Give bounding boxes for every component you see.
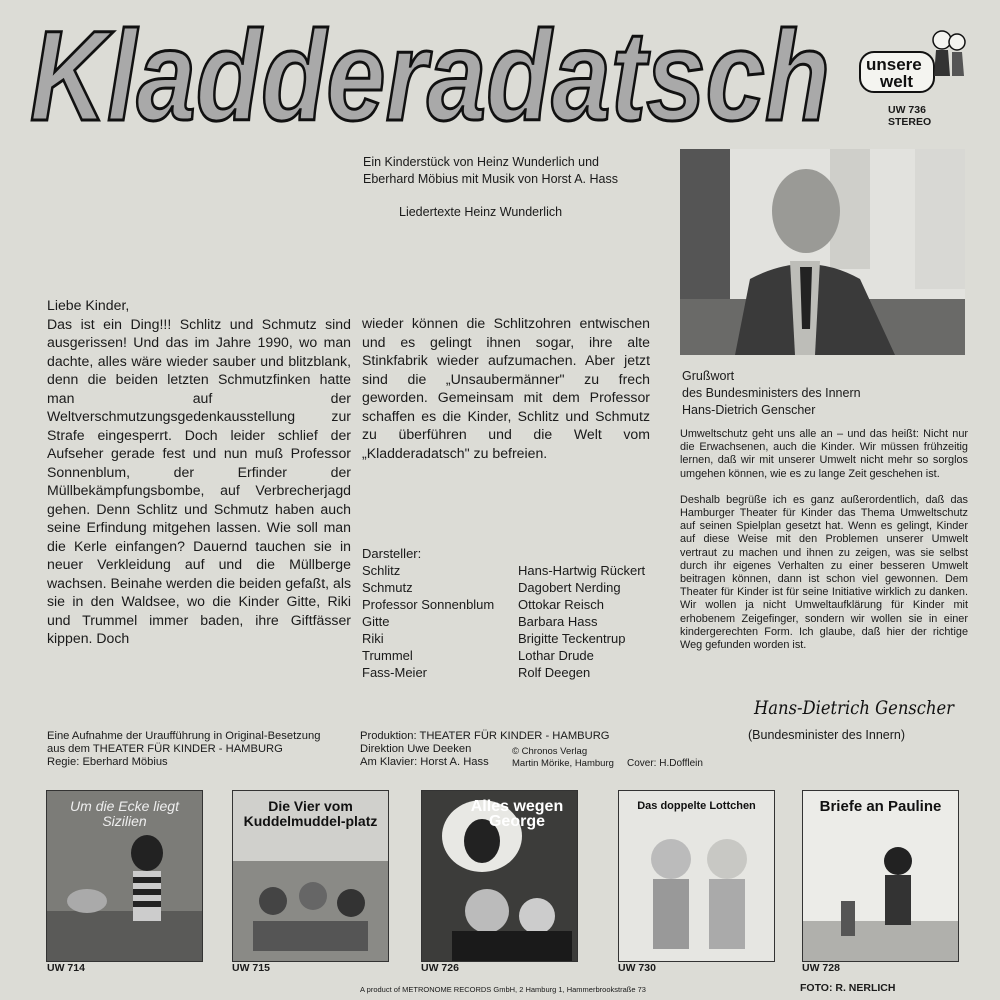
album-code: UW 728: [802, 962, 840, 974]
album-cover: [618, 790, 775, 962]
album-cover: [802, 790, 959, 962]
album-title-text: Kladderadatsch: [30, 5, 830, 148]
cast-actor: Rolf Deegen: [518, 665, 591, 680]
svg-text:unsere: unsere: [866, 55, 922, 74]
album-title: Die Vier vom Kuddelmuddel-platz: [243, 798, 378, 829]
album-title: Briefe an Pauline: [819, 798, 942, 815]
cast-actor: Lothar Drude: [518, 648, 594, 663]
photo-credit: FOTO: R. NERLICH: [800, 982, 896, 994]
credits-line-1: Ein Kinderstück von Heinz Wunderlich und: [363, 155, 600, 169]
greeting-line-2: des Bundesministers des Innern: [682, 386, 861, 400]
album-title: Alles wegen George: [470, 798, 564, 830]
album-title: Um die Ecke liegt Sizilien: [70, 798, 179, 829]
album-code: UW 715: [232, 962, 270, 974]
greeting-line-1: Grußwort: [682, 369, 735, 383]
album-code: UW 714: [47, 962, 85, 974]
story-greeting: Liebe Kinder,: [47, 297, 130, 313]
recording-line-2: aus dem THEATER FÜR KINDER - HAMBURG: [47, 743, 283, 755]
svg-text:Hans-Dietrich Genscher: Hans-Dietrich Genscher: [753, 697, 956, 719]
genscher-photo: [680, 149, 965, 355]
footer-text: A product of METRONOME RECORDS GmbH, 2 Hamburg 1, Hammerbrookstraße 73: [360, 985, 646, 994]
production-line-3: Am Klavier: Horst A. Hass: [360, 756, 489, 768]
album-title: Das doppelte Lottchen: [637, 800, 756, 812]
cover-credit: Cover: H.Dofflein: [627, 758, 703, 769]
cast-actor: Barbara Hass: [518, 614, 598, 629]
production-line-1: Produktion: THEATER FÜR KINDER - HAMBURG: [360, 730, 610, 742]
cast-row: [362, 630, 662, 647]
cast-role: Riki: [362, 631, 384, 646]
svg-text:welt: welt: [880, 72, 914, 91]
greeting-paragraph-2: Deshalb begrüße ich es ganz außerordentlich, daß das Hamburger Theater für Kinder das Thema Umweltschutz auf seinen Spielplan gesetzt hat. Wenn es gelingt, Kinder auf diese Weise mit den Problemen unserer Umwelt vertraut zu machen und ihnen zu zeigen, was sie selbst durch ihr eigenes Verhalten zu einer besseren Umwelt beitragen können, dann ist schon viel gewonnen. Dem Theater für Kinder ist für seine Initiative wirklich zu danken. Wir wollen ja nicht Umweltaufklärung für Kinder mit erhobenem Zeigefinger, sondern wir wollen sie in einer kindergerechten Form. Ich glaube, daß hier der richtige Weg gefunden worden ist.: [680, 493, 968, 652]
cast-role: Professor Sonnenblum: [362, 597, 495, 612]
credits-block: [363, 154, 663, 221]
album-title: [12, 0, 842, 150]
cast-row: [362, 664, 662, 681]
cast-role: Schlitz: [362, 563, 401, 578]
cast-role: Trummel: [362, 648, 413, 663]
unsere-welt-logo: [858, 26, 966, 98]
greeting-header: [682, 368, 972, 419]
signature: [750, 690, 970, 726]
greeting-paragraph-1: Umweltschutz geht uns alle an – und das heißt: Nicht nur die Erwachsenen, auch die Kinder. Wir müssen frühzeitig lernen, daß wir mit unserer Umwelt nicht mehr so sorglos umgehen können, wie es zu lange Zeit geschehen ist.: [680, 428, 968, 480]
credits-line-2: Eberhard Möbius mit Musik von Horst A. Hass: [363, 172, 618, 186]
cast-row: [362, 562, 662, 579]
catalog-format: STEREO: [888, 116, 932, 128]
cast-actor: Brigitte Teckentrup: [518, 631, 626, 646]
story-text-1: Das ist ein Ding!!! Schlitz und Schmutz sind ausgerissen! Und das im Jahre 1990, wo man dachte, alles wäre wieder sauber und blitzblank, denn die beiden letzten Schmutzfinken hatte man auf der Weltverschmutzungsgedenkausstellung zur Strafe eingesperrt. Doch leider schlief der Aufseher gerade fest und nun muß Professor Sonnenblum, der Erfinder der Müllbekämpfungsbombe, auf Verbrecherjagd gehen. Denn Schlitz und Schmutz haben auch seine Erfindung mitgehen lassen. Wie soll man die Kerle einfangen? Dauernd tauchen sie in neuer Verkleidung auf und die Müllberge wachsen. Beinahe werden die beiden gefaßt, als sie in den Waldsee, wo die Kinder Gitte, Riki und Trummel immer baden, ihre Giftfässer kippen. Doch: [47, 315, 351, 646]
cast-role: Schmutz: [362, 580, 413, 595]
cast-row: [362, 596, 662, 613]
story-column-1: [47, 296, 351, 648]
recording-info: [47, 730, 357, 769]
cast-actor: Ottokar Reisch: [518, 597, 604, 612]
cast-row: [362, 579, 662, 596]
cast-heading: Darsteller:: [362, 546, 422, 561]
publisher-info: [512, 746, 614, 770]
recording-line-1: Eine Aufnahme der Uraufführung in Original-Besetzung: [47, 730, 321, 742]
cast-actor: Dagobert Nerding: [518, 580, 621, 595]
publisher-line-2: Martin Mörike, Hamburg: [512, 758, 614, 769]
album-cover: [421, 790, 578, 962]
cast-role: Gitte: [362, 614, 390, 629]
signature-caption: (Bundesminister des Innern): [748, 728, 906, 742]
publisher-line-1: © Chronos Verlag: [512, 746, 588, 757]
production-line-2: Direktion Uwe Deeken: [360, 743, 472, 755]
cast-actor: Hans-Hartwig Rückert: [518, 563, 646, 578]
story-column-2: [362, 314, 650, 462]
recording-line-3: Regie: Eberhard Möbius: [47, 756, 168, 768]
album-code: UW 726: [421, 962, 459, 974]
greeting-body: [680, 428, 968, 665]
greeting-line-3: Hans-Dietrich Genscher: [682, 403, 816, 417]
cast-row: [362, 613, 662, 630]
cast-role: Fass-Meier: [362, 665, 428, 680]
album-cover: [46, 790, 203, 962]
album-cover: [232, 790, 389, 962]
cast-list: [362, 545, 662, 681]
catalog-number: UW 736: [888, 104, 926, 116]
cast-row: [362, 647, 662, 664]
lyrics-credit: Liedertexte Heinz Wunderlich: [399, 205, 563, 219]
catalog-info: [888, 104, 931, 128]
story-text-2: wieder können die Schlitzohren entwischen und es gelingt ihnen sogar, ihre alte Stinkfabrik wieder aufzumachen. Aber jetzt sind die „Unsaubermänner" zu frech geworden. Gemeinsam mit dem Professor schaffen es die Kinder, Schlitz und Schmutz zu überführen und die Welt vom „Kladderadatsch" zu befreien.: [362, 315, 650, 461]
album-code: UW 730: [618, 962, 656, 974]
